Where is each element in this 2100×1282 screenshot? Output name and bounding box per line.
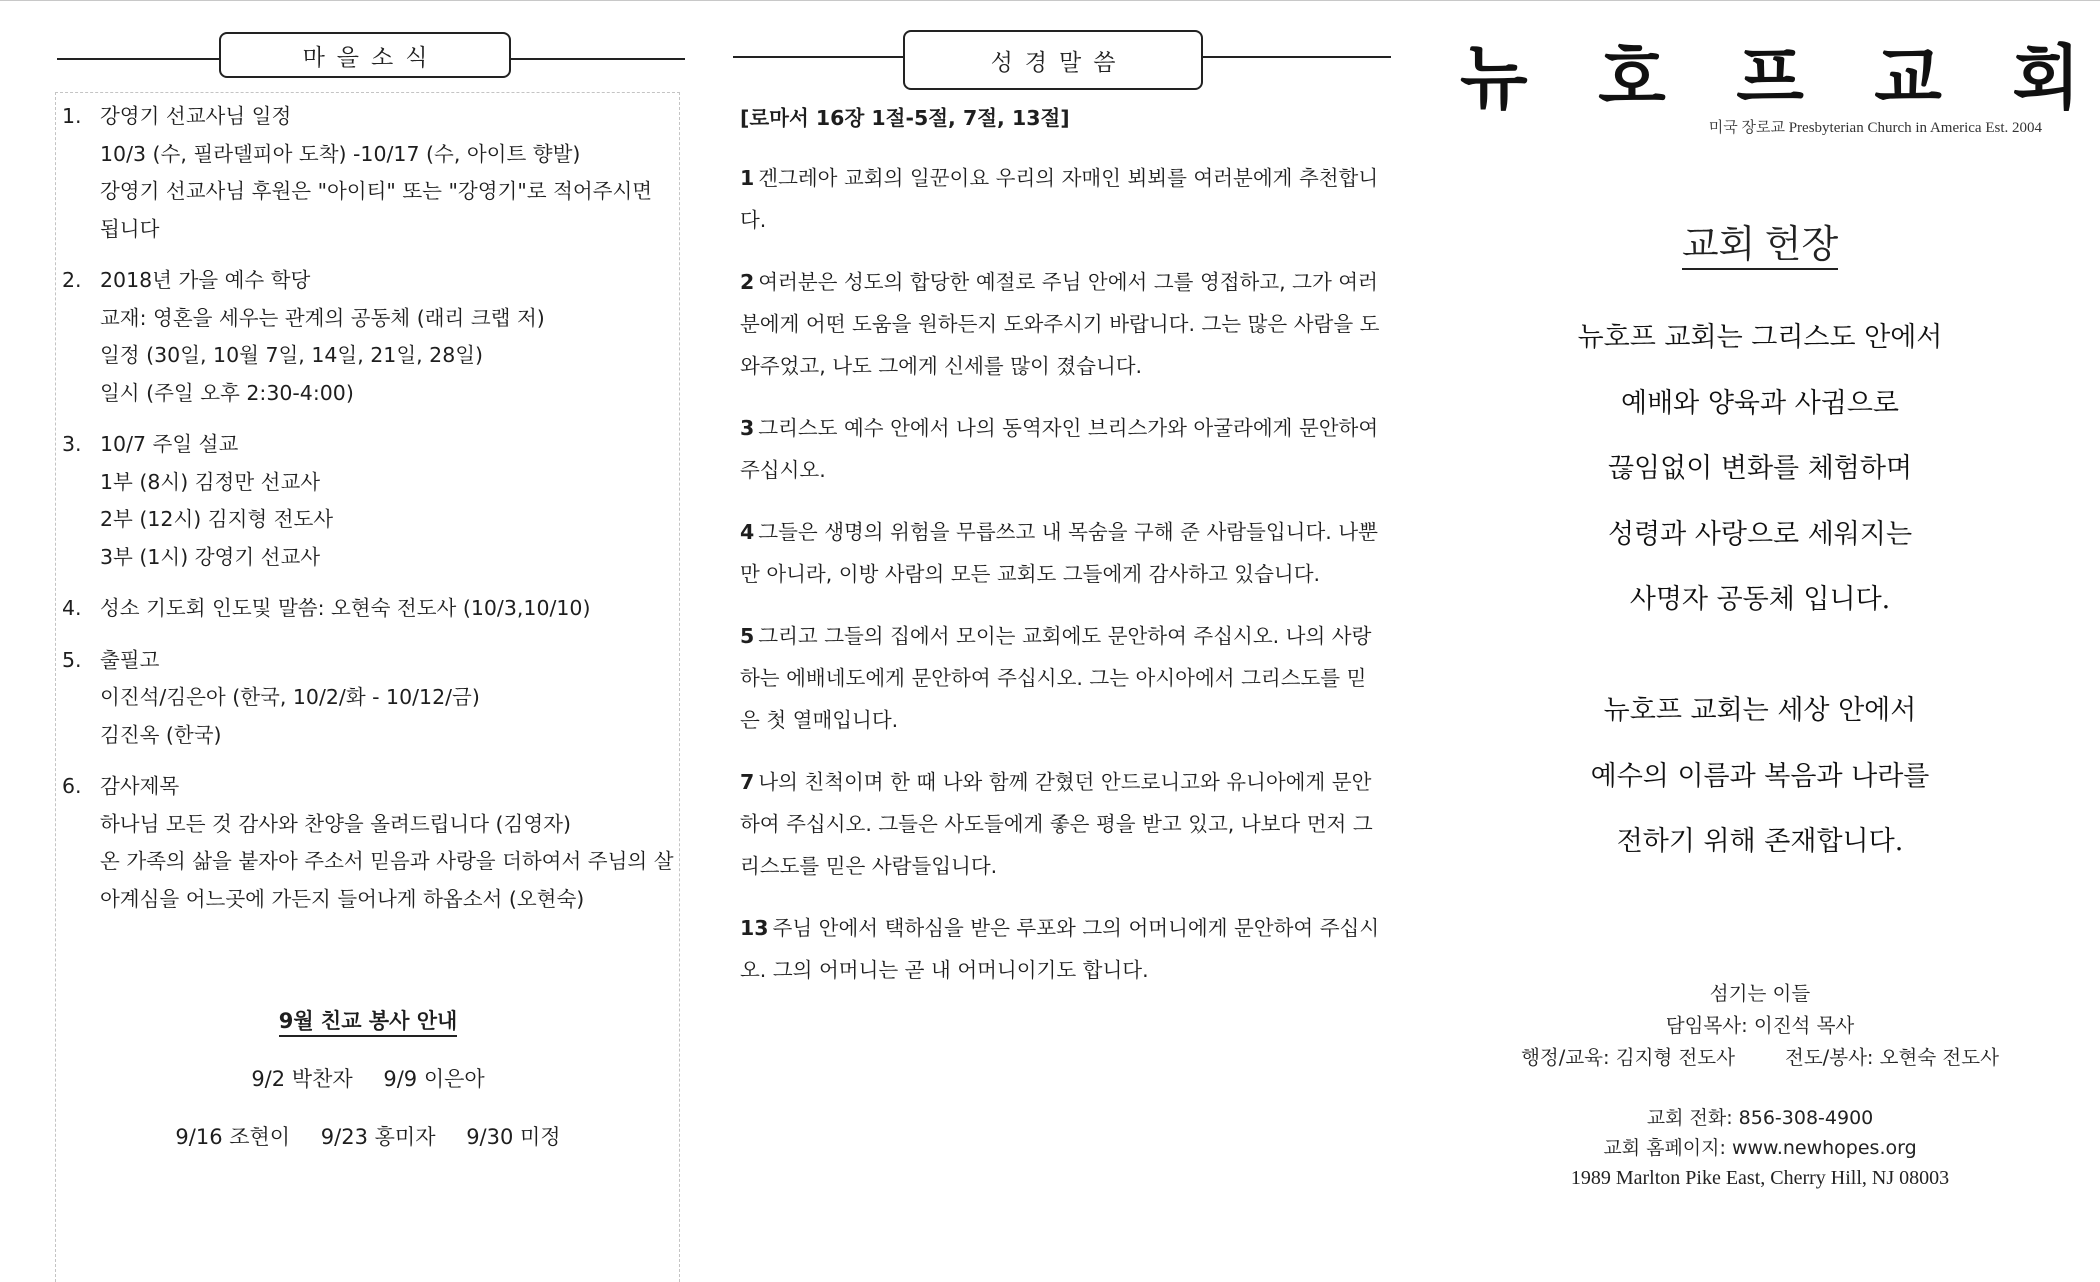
news-header (57, 32, 685, 82)
verse (740, 261, 1380, 387)
church-phone: 교회 전화: 856-308-4900 (1646, 1107, 1874, 1129)
verse (740, 615, 1380, 741)
church-address: 1989 Marlton Pike East, Cherry Hill, NJ 08003 (1570, 1167, 1950, 1189)
news-item-number: 6. (62, 774, 82, 798)
volunteer-entry: 9/23 홍미자 (320, 1125, 436, 1149)
verse (740, 511, 1380, 595)
servants-title: 섬기는 이들 (1709, 982, 1811, 1005)
verse-number: 1 (740, 166, 755, 190)
volunteer-entry: 9/2 박찬자 (251, 1067, 353, 1091)
news-item (62, 98, 674, 248)
news-item (62, 590, 674, 628)
verse-text: 여러분은 성도의 합당한 예절로 주님 안에서 그를 영접하고, 그가 여러분에게 어떤 도움을 원하든지 도와주시기 바랍니다. 그는 많은 사람을 도와주었고, 나도 그에게 신세를 많이 졌습니다. (740, 270, 1380, 378)
verse-text: 나의 친척이며 한 때 나와 함께 갇혔던 안드로니고와 유니아에게 문안하여 주십시오. 그들은 사도들에게 좋은 평을 받고 있고, 나보다 먼저 그리스도를 믿은 사람들입니다. (740, 770, 1373, 878)
news-item-line: 교재: 영혼을 세우는 관계의 공동체 (래리 크랩 저) (100, 305, 545, 330)
verse-number: 5 (740, 624, 755, 648)
verse (740, 761, 1380, 887)
news-item (62, 642, 674, 755)
scripture-title: 성경말씀 (903, 30, 1203, 90)
charter-line: 예배와 양육과 사귐으로 (1621, 387, 1899, 419)
verse-number: 13 (740, 916, 769, 940)
contact-block (1460, 1103, 2060, 1193)
verse-text: 그리고 그들의 집에서 모이는 교회에도 문안하여 주십시오. 나의 사랑하는 에배네도에게 문안하여 주십시오. 그는 아시아에서 그리스도를 믿은 첫 열매입니다. (740, 624, 1372, 732)
verse-text: 겐그레아 교회의 일꾼이요 우리의 자매인 뵈뵈를 여러분에게 추천합니다. (740, 166, 1379, 232)
news-item (62, 426, 674, 576)
charter-heading-text: 교회 헌장 (1682, 224, 1838, 270)
charter-line: 끊임없이 변화를 체험하며 (1607, 453, 1913, 484)
news-item-line: 출필고 (100, 647, 160, 672)
verse-number: 2 (740, 270, 755, 294)
verse-number: 7 (740, 770, 755, 794)
news-item-paragraph: 온 가족의 삶을 붙자아 주소서 믿음과 사랑을 더하여서 주님의 살아계심을 어느곳에 가든지 들어나게 하옵소서 (오현숙) (100, 849, 674, 911)
charter-line: 성령과 사랑으로 세워지는 (1607, 518, 1913, 550)
verse (740, 407, 1380, 491)
charter-line: 뉴호프 교회는 그리스도 안에서 (1577, 322, 1943, 353)
volunteer-entry: 9/16 조현이 (175, 1125, 291, 1149)
news-item-paragraph: 강영기 선교사님 후원은 "아이티" 또는 "강영기"로 적어주시면 됩니다 (100, 179, 653, 241)
charter-line: 사명자 공동체 입니다. (1629, 584, 1891, 615)
news-item-line: 감사제목 (100, 774, 180, 798)
news-list (62, 98, 674, 932)
church-name-char: 호 (1598, 37, 1666, 119)
charter-line: 뉴호프 교회는 세상 안에서 (1603, 695, 1917, 726)
news-item-line: 1부 (8시) 김정만 선교사 (100, 469, 321, 494)
news-item-line: 강영기 선교사님 일정 (100, 104, 292, 128)
news-item-line: 3부 (1시) 강영기 선교사 (100, 544, 321, 569)
news-title: 마을소식 (219, 32, 511, 78)
church-homepage: 교회 홈페이지: www.newhopes.org (1603, 1137, 1917, 1159)
charter-statement-1 (1460, 305, 2060, 633)
evangelism-staff: 전도/봉사: 오현숙 전도사 (1785, 1046, 1999, 1069)
news-item (62, 262, 674, 412)
volunteer-title-text: 9월 친교 봉사 안내 (279, 1009, 458, 1037)
news-item-number: 4. (62, 596, 82, 620)
church-name-char: 회 (2012, 37, 2080, 119)
church-name-char: 뉴 (1460, 37, 1528, 119)
news-item-line: 2018년 가을 예수 학당 (100, 268, 311, 292)
news-item-line: 10/7 주일 설교 (100, 432, 239, 456)
news-item-number: 2. (62, 268, 82, 292)
news-item-number: 5. (62, 647, 82, 672)
verse-number: 4 (740, 520, 755, 544)
staff-row (1460, 1042, 2060, 1074)
news-item-line: 일정 (30일, 10월 7일, 14일, 21일, 28일) (100, 343, 484, 367)
charter-line: 전하기 위해 존재합니다. (1616, 826, 1904, 857)
volunteer-entry: 9/9 이은아 (383, 1067, 485, 1091)
news-item-line: 10/3 (수, 필라델피아 도착) -10/17 (수, 아이트 향발) (100, 141, 581, 166)
church-name-char: 프 (1736, 37, 1804, 119)
verse (740, 907, 1380, 991)
charter-heading (1460, 213, 2060, 268)
top-border (0, 0, 2100, 1)
volunteer-line-1 (62, 1063, 674, 1093)
verse-text: 그리스도 예수 안에서 나의 동역자인 브리스가와 아굴라에게 문안하여 주십시오. (740, 416, 1379, 482)
news-item-line: 성소 기도회 인도및 말씀: 오현숙 전도사 (10/3,10/10) (100, 596, 591, 620)
verse-list (740, 157, 1380, 991)
verse-text: 그들은 생명의 위험을 무릅쓰고 내 목숨을 구해 준 사람들입니다. 나뿐만 아니라, 이방 사람의 모든 교회도 그들에게 감사하고 있습니다. (740, 520, 1378, 586)
news-item-number: 3. (62, 432, 82, 456)
news-item-line: 이진석/김은아 (한국, 10/2/화 - 10/12/금) (100, 685, 480, 709)
news-item-line: 김진옥 (한국) (100, 722, 222, 747)
news-item-line: 일시 (주일 오후 2:30-4:00) (100, 380, 354, 405)
senior-pastor: 담임목사: 이진석 목사 (1665, 1014, 1855, 1037)
church-name (1460, 38, 2080, 118)
charter-statement-2 (1460, 678, 2060, 875)
news-item-line: 2부 (12시) 김지형 전도사 (100, 507, 334, 531)
news-item-number: 1. (62, 104, 82, 128)
news-item (62, 768, 674, 918)
volunteer-entry: 9/30 미정 (466, 1125, 561, 1149)
scripture-header (733, 30, 1391, 80)
news-item-line: 하나님 모든 것 감사와 찬양을 올려드립니다 (김영자) (100, 811, 571, 836)
scripture-body (740, 103, 1380, 1011)
volunteer-line-2 (62, 1121, 674, 1151)
verse (740, 157, 1380, 241)
charter-line: 예수의 이름과 복음과 나라를 (1590, 760, 1930, 792)
church-subtitle: 미국 장로교 Presbyterian Church in America Est. 2004 (1708, 120, 2042, 136)
church-name-char: 교 (1874, 37, 1942, 119)
verse-number: 3 (740, 416, 755, 440)
verse-text: 주님 안에서 택하심을 받은 루포와 그의 어머니에게 문안하여 주십시오. 그의 어머니는 곧 내 어머니이기도 합니다. (740, 916, 1380, 982)
scripture-reference: [로마서 16장 1절-5절, 7절, 13절] (740, 106, 1070, 130)
servants-block (1460, 978, 2060, 1074)
volunteer-section-title (62, 1005, 674, 1035)
admin-staff: 행정/교육: 김지형 전도사 (1521, 1046, 1735, 1069)
